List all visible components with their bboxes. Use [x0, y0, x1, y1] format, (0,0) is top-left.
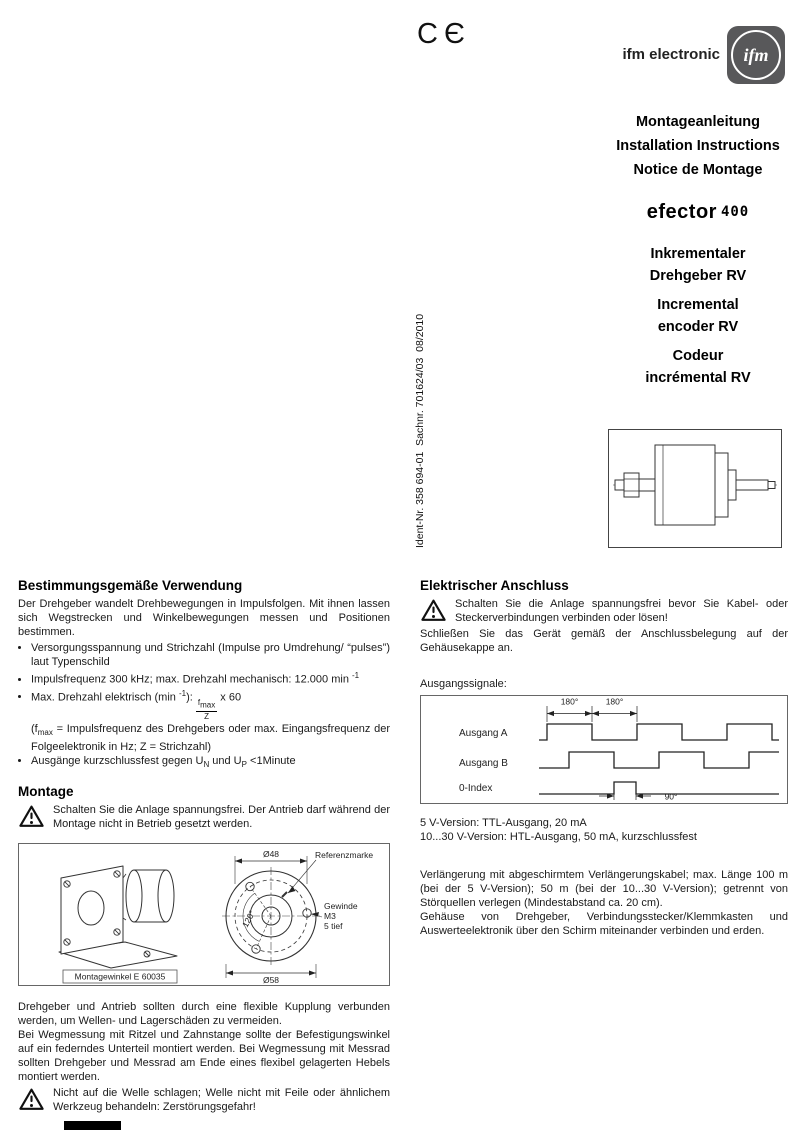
product-fr-line1: Codeur [672, 348, 724, 364]
dim-d58-label: Ø58 [262, 975, 280, 986]
warning-triangle-icon [420, 598, 447, 627]
bullet-outputs: • Ausgänge kurzschlussfest gegen $U_N$ und $U_P$ <1Minute [31, 754, 390, 772]
signal-b-label: Ausgang B [459, 758, 508, 769]
electrical-warning-text: Schalten Sie die Anlage spannungsfrei bevor Sie Kabel- oder Steckerverbindungen verbinden oder lösen! [455, 598, 788, 624]
product-fr-line2: incrémental RV [645, 370, 751, 386]
shaft-warning [18, 1086, 390, 1116]
angle-120-label: 120° [239, 908, 258, 930]
product-title-en [608, 294, 788, 338]
product-en-line1: Incremental [657, 297, 739, 313]
encoder-drawing-svg [609, 430, 781, 547]
signals-label: Ausgangssignale: [420, 678, 507, 690]
footer-mark [64, 1121, 121, 1130]
thread-label-2: M3 [324, 911, 336, 922]
signals-svg [421, 696, 787, 803]
version-5v: 5 V-Version: TTL-Ausgang, 20 mA [420, 817, 587, 829]
thread-label-3: 5 tief [324, 921, 343, 932]
version-10-30v: 10...30 V-Version: HTL-Ausgang, 50 mA, kurzschlussfest [420, 831, 697, 843]
ifm-logo [727, 26, 785, 84]
right-column [420, 578, 788, 938]
product-de-line2: Drehgeber RV [649, 268, 747, 284]
output-signals-diagram [420, 695, 788, 804]
bullet-supply-voltage: • Versorgungsspannung und Strichzahl (Impulse pro Umdrehung/ “pulses”) laut Typenschild [31, 641, 390, 669]
electrical-p1: Schließen Sie das Gerät gemäß der Anschlussbelegung auf der Gehäusekappe an. [420, 628, 788, 654]
deg90-label: 90° [664, 791, 678, 802]
shaft-warning-text: Nicht auf die Welle schlagen; Welle nicht mit Feile oder ähnlichem Werkzeug behandeln: Zerstörungsgefahr! [53, 1087, 390, 1114]
mounting-drawing [18, 843, 390, 986]
montage-warning-text: Schalten Sie die Anlage spannungsfrei. Der Antrieb darf während der Montage nicht in Betrieb gesetzt werden. [53, 804, 390, 831]
efector-logo [608, 201, 788, 224]
electrical-heading: Elektrischer Anschluss [420, 578, 569, 593]
title-english: Installation Instructions [616, 138, 780, 154]
efector-series: 400 [720, 204, 750, 220]
product-en-line2: encoder RV [657, 319, 739, 335]
mounting-drawing-svg [19, 844, 389, 985]
thread-label-1: Gewinde [324, 901, 358, 912]
signal-z-label: 0-Index [459, 783, 493, 794]
extension-note: Verlängerung mit abgeschirmtem Verlängerungskabel; max. Länge 100 m (bei der 5 V-Version); 50 m (bei der 10...30 V-Version); getrennt von Störquellen verlegen (Mindestabstand ca. 20 cm). [420, 869, 788, 909]
deg180-label-1: 180° [560, 696, 579, 707]
product-titles [608, 243, 788, 396]
signal-a-label: Ausgang A [459, 728, 508, 739]
ident-number-vertical: Ident-Nr. 358 694-01 Sachnr. 701624/03 08/2010 [414, 313, 426, 548]
montage-p1: Drehgeber und Antrieb sollten durch eine flexible Kupplung verbunden werden, um Wellen- und Lagerschäden zu vermeiden. [18, 1001, 390, 1028]
encoder-drawing [608, 429, 782, 548]
ce-mark: CЄ [417, 18, 471, 50]
brand-name: ifm electronic [622, 46, 720, 63]
bracket-label: Montagewinkel E 60035 [74, 971, 166, 982]
ifm-logo-text: ifm [743, 44, 769, 65]
product-title-fr [608, 345, 788, 389]
bullet-max-speed: • Max. Drehzahl elektrisch (min $^{-1}$): $\frac{f_{max}}{Z}$ x 60 ($f_{max}$ = Impulsfrequenz des Drehgebers oder max. Eingangsfrequenz der Folgeelektronik in Hz; Z = Strichzahl) [31, 687, 390, 754]
bullet-pulse-frequency: • Impulsfrequenz 300 kHz; max. Drehzahl mechanisch: 12.000 min $^{-1}$ [31, 669, 390, 687]
montage-warning [18, 803, 390, 833]
product-de-line1: Inkrementaler [650, 246, 746, 262]
shield-note: Gehäuse von Drehgeber, Verbindungsstecker/Klemmkasten und Auswerteelektronik über den Schirm miteinander verbinden und erden. [420, 911, 788, 937]
warning-triangle-icon [18, 1087, 45, 1116]
fraction-fmax-z: $\frac{f_{max}}{Z}$ [197, 698, 216, 722]
usage-intro: Der Drehgeber wandelt Drehbewegungen in Impulsfolgen. Mit ihnen lassen sich Wegstrecken und Winkelbewegungen messen und Positionen bestimmen. [18, 598, 390, 638]
deg180-label-2: 180° [605, 696, 624, 707]
reference-mark-label: Referenzmarke [315, 850, 374, 861]
efector-wordmark: efector [646, 201, 717, 223]
document-titles [608, 110, 788, 182]
ifm-logo-ring [731, 30, 781, 80]
usage-heading: Bestimmungsgemäße Verwendung [18, 578, 243, 593]
bullet-max-speed-note: ($f_{max}$ = Impulsfrequenz des Drehgebers oder max. Eingangsfrequenz der Folgeelektronik in Hz; Z = Strichzahl) [31, 722, 390, 753]
electrical-warning [420, 597, 788, 627]
product-title-de [608, 243, 788, 287]
usage-bullets [18, 641, 390, 772]
warning-triangle-icon [18, 804, 45, 833]
title-french: Notice de Montage [633, 162, 763, 178]
montage-p2: Bei Wegmessung mit Ritzel und Zahnstange sollte der Befestigungswinkel auf ein federndes Unterteil montiert werden. Bei Wegmessung mit Messrad sollten Drehgeber und Messrad am Ende eines flexibel gelagerten Hebels montiert werden. [18, 1029, 390, 1084]
title-german: Montageanleitung [635, 114, 761, 130]
montage-heading: Montage [18, 784, 74, 800]
left-column [18, 578, 390, 1116]
dim-d48-label: Ø48 [262, 849, 280, 860]
